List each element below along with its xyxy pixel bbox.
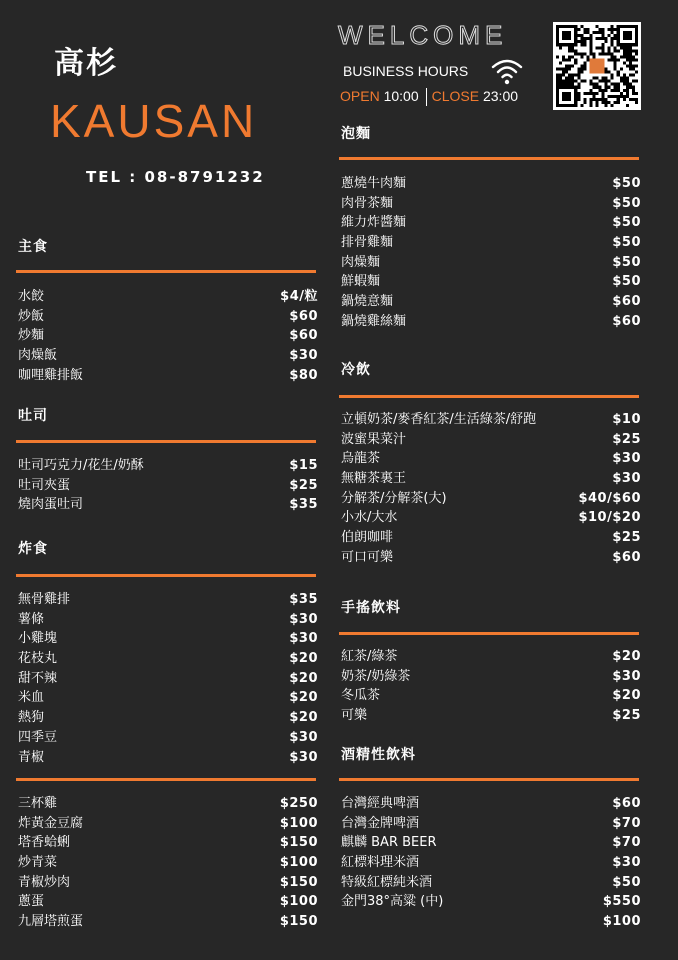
menu-item-name: 蔥蛋: [18, 894, 45, 910]
menu-item-name: 麒麟 BAR BEER: [341, 835, 437, 851]
menu-item-price: $35: [289, 592, 318, 607]
section-title: 泡麵: [341, 126, 371, 142]
menu-item-price: $20: [289, 690, 318, 706]
menu-item-price: $30: [289, 348, 318, 364]
menu-item-price: $70: [612, 835, 641, 851]
menu-item: [18, 307, 318, 327]
menu-items: [341, 410, 641, 568]
menu-item: [341, 794, 641, 814]
menu-item-name: 無骨雞排: [18, 592, 71, 607]
section-divider: [339, 778, 639, 781]
menu-item: [341, 449, 641, 469]
menu-item-name: 四季豆: [18, 729, 58, 745]
menu-item-name: 米血: [18, 690, 45, 706]
menu-item-price: $60: [612, 549, 641, 565]
menu-item: [341, 833, 641, 853]
menu-item: [341, 647, 641, 667]
menu-item-price: $30: [289, 631, 318, 647]
menu-item-name: 台灣經典啤酒: [341, 796, 420, 811]
menu-item-name: 燒肉蛋吐司: [18, 497, 84, 513]
menu-item: [18, 814, 318, 834]
section-divider: [16, 270, 316, 273]
menu-item-name: 吐司巧克力/花生/奶酥: [18, 458, 144, 473]
menu-item: [341, 292, 641, 312]
menu-item-name: 排骨雞麵: [341, 235, 394, 251]
menu-items: [18, 456, 318, 515]
menu-item-name: 奶茶/奶綠茶: [341, 668, 411, 684]
menu-item-price: $10/$20: [578, 510, 641, 526]
menu-item-price: $50: [612, 235, 641, 251]
menu-item-price: $550: [602, 894, 641, 910]
menu-item-price: $150: [279, 874, 318, 890]
menu-item-name: 鮮蝦麵: [341, 274, 381, 290]
menu-item-price: $10: [612, 412, 641, 427]
menu-item-name: 無糖茶裏王: [341, 471, 407, 487]
menu-item-name: 伯朗咖啡: [341, 530, 394, 546]
menu-item-price: $40/$60: [578, 490, 641, 506]
section-title: 主食: [18, 239, 48, 255]
menu-item: [341, 814, 641, 834]
menu-item-price: $50: [612, 215, 641, 231]
menu-item: [18, 853, 318, 873]
menu-item-price: $60: [612, 796, 641, 811]
menu-item-name: 炒飯: [18, 308, 45, 324]
menu-item: [18, 326, 318, 346]
menu-item: [18, 629, 318, 649]
menu-item-price: $30: [612, 668, 641, 684]
menu-item-price: $25: [612, 530, 641, 546]
close-label: CLOSE: [431, 88, 480, 104]
menu-item: [18, 495, 318, 515]
menu-item: [341, 853, 641, 873]
menu-item-name: 立頓奶茶/麥香紅茶/生活綠茶/舒跑: [341, 412, 537, 427]
menu-item: [18, 833, 318, 853]
store-name-en: KAUSAN: [50, 95, 258, 147]
menu-item-price: $25: [612, 708, 641, 724]
section-title: 冷飲: [341, 362, 371, 378]
menu-item: [18, 476, 318, 496]
section-divider: [16, 440, 316, 443]
telephone: TEL : 08-8791232: [86, 168, 265, 186]
hours-divider: [426, 88, 427, 106]
menu-item: [341, 194, 641, 214]
menu-item: [341, 233, 641, 253]
menu-item: [341, 312, 641, 332]
menu-item-price: $30: [289, 729, 318, 745]
menu-item: [341, 892, 641, 912]
menu-item: [341, 253, 641, 273]
menu-item-price: $20: [612, 688, 641, 704]
menu-item-name: 熱狗: [18, 710, 45, 726]
menu-item: [18, 456, 318, 476]
menu-items: [341, 794, 641, 932]
menu-item: [341, 489, 641, 509]
menu-item-price: $250: [279, 796, 318, 811]
menu-item: [341, 706, 641, 726]
menu-item-name: 波蜜果菜汁: [341, 431, 407, 447]
section-title: 炸食: [18, 541, 48, 557]
menu-item-name: 分解茶/分解茶(大): [341, 490, 447, 506]
menu-item: [18, 794, 318, 814]
menu-item-name: 小水/大水: [341, 510, 398, 526]
menu-item-name: 九層塔煎蛋: [18, 914, 84, 930]
menu-item-price: $60: [289, 308, 318, 324]
menu-item: [18, 346, 318, 366]
wifi-icon: [490, 56, 524, 86]
menu-item-name: 炒麵: [18, 328, 45, 344]
menu-item-name: 金門38°高粱 (中): [341, 894, 444, 910]
menu-items: [341, 174, 641, 332]
menu-item-price: $50: [612, 176, 641, 191]
menu-item: [341, 430, 641, 450]
menu-item: [341, 528, 641, 548]
menu-item-price: $50: [612, 254, 641, 270]
menu-items: [18, 794, 318, 932]
open-label: OPEN: [340, 88, 380, 104]
menu-item-price: $25: [612, 431, 641, 447]
section-divider: [16, 574, 316, 577]
menu-items: [18, 590, 318, 767]
menu-item-name: 小雞塊: [18, 631, 58, 647]
menu-item: [18, 649, 318, 669]
menu-item-price: $30: [612, 471, 641, 487]
open-time: 10:00: [383, 88, 419, 104]
qr-code-icon: [553, 22, 641, 110]
menu-item-name: 紅標料理米酒: [341, 855, 420, 871]
business-hours: [340, 88, 518, 106]
menu-item: [18, 708, 318, 728]
menu-item-price: $20: [289, 670, 318, 686]
menu-item-price: $60: [612, 294, 641, 310]
section-title: 酒精性飲料: [341, 747, 416, 763]
business-hours-label: BUSINESS HOURS: [343, 63, 469, 79]
section-divider: [339, 632, 639, 635]
menu-item-name: 薯條: [18, 611, 45, 627]
menu-item-price: $60: [612, 313, 641, 329]
menu-item-price: $30: [289, 611, 318, 627]
menu-item-name: 肉骨茶麵: [341, 195, 394, 211]
menu-item-name: 炒青菜: [18, 855, 58, 871]
menu-item: [341, 272, 641, 292]
menu-item: [18, 688, 318, 708]
menu-item-price: $100: [279, 855, 318, 871]
menu-item: [18, 748, 318, 768]
menu-item-price: $100: [279, 815, 318, 831]
menu-item-price: $30: [289, 749, 318, 765]
menu-item: [341, 469, 641, 489]
menu-item-name: 特級紅標純米酒: [341, 874, 433, 890]
menu-item-price: $70: [612, 815, 641, 831]
menu-item: [18, 873, 318, 893]
menu-item-name: 可樂: [341, 708, 368, 724]
menu-item-price: $35: [289, 497, 318, 513]
menu-item-price: $150: [279, 835, 318, 851]
menu-item-name: 吐司夾蛋: [18, 477, 71, 493]
menu-item-name: 台灣金牌啤酒: [341, 815, 420, 831]
menu-item: [18, 610, 318, 630]
menu-item-name: 三杯雞: [18, 796, 58, 811]
section-divider: [339, 395, 639, 398]
menu-item: [341, 410, 641, 430]
menu-item: [341, 508, 641, 528]
menu-item: [18, 892, 318, 912]
menu-item-name: 可口可樂: [341, 549, 394, 565]
menu-item: [341, 873, 641, 893]
close-time: 23:00: [482, 88, 519, 104]
menu-item-name: 水餃: [18, 289, 45, 304]
menu-item-price: $50: [612, 195, 641, 211]
menu-item-price: $150: [279, 914, 318, 930]
menu-item-price: $100: [602, 914, 641, 930]
section-title: 吐司: [18, 408, 48, 424]
menu-item: [18, 728, 318, 748]
menu-item: [341, 213, 641, 233]
menu-item-name: 肉燥飯: [18, 348, 58, 364]
menu-item-name: 烏龍茶: [341, 451, 381, 467]
menu-item-price: $50: [612, 274, 641, 290]
menu-items: [341, 647, 641, 726]
menu-item-price: $20: [612, 649, 641, 664]
menu-item-price: $30: [612, 451, 641, 467]
menu-item: [18, 366, 318, 386]
menu-item-name: 花枝丸: [18, 651, 58, 667]
section-divider: [16, 778, 316, 781]
section-divider: [339, 157, 639, 160]
menu-item-price: $4/粒: [280, 289, 318, 304]
menu-item-name: 冬瓜茶: [341, 688, 381, 704]
menu-item: [18, 590, 318, 610]
menu-item-name: 咖哩雞排飯: [18, 367, 84, 383]
menu-item-price: $80: [289, 367, 318, 383]
menu-item-name: 青椒炒肉: [18, 874, 71, 890]
menu-item: [341, 174, 641, 194]
menu-item-name: 蔥燒牛肉麵: [341, 176, 407, 191]
menu-item-price: $50: [612, 874, 641, 890]
menu-item-price: $60: [289, 328, 318, 344]
menu-item-price: $15: [289, 458, 318, 473]
menu-item: [18, 669, 318, 689]
menu-item: [341, 912, 641, 932]
menu-item-price: $25: [289, 477, 318, 493]
menu-item: [18, 912, 318, 932]
menu-item-name: 鍋燒意麵: [341, 294, 394, 310]
section-title: 手搖飲料: [341, 600, 401, 616]
menu-item-name: 炸黃金豆腐: [18, 815, 84, 831]
menu-item-price: $100: [279, 894, 318, 910]
menu-item-name: 維力炸醬麵: [341, 215, 407, 231]
menu-item-name: 甜不辣: [18, 670, 58, 686]
menu-item: [341, 667, 641, 687]
menu-item-price: $20: [289, 651, 318, 667]
menu-item-price: $20: [289, 710, 318, 726]
menu-item: [341, 548, 641, 568]
menu-item-name: 鍋燒雞絲麵: [341, 313, 407, 329]
welcome-heading: WELCOME: [338, 20, 508, 50]
menu-item-name: 紅茶/綠茶: [341, 649, 398, 664]
menu-item-name: 肉燥麵: [341, 254, 381, 270]
menu-item: [18, 287, 318, 307]
menu-item: [341, 686, 641, 706]
menu-item-name: 塔香蛤蜊: [18, 835, 71, 851]
menu-items: [18, 287, 318, 385]
menu-item-name: 青椒: [18, 749, 45, 765]
menu-item-price: $30: [612, 855, 641, 871]
store-name-zh: 高杉: [54, 46, 118, 81]
